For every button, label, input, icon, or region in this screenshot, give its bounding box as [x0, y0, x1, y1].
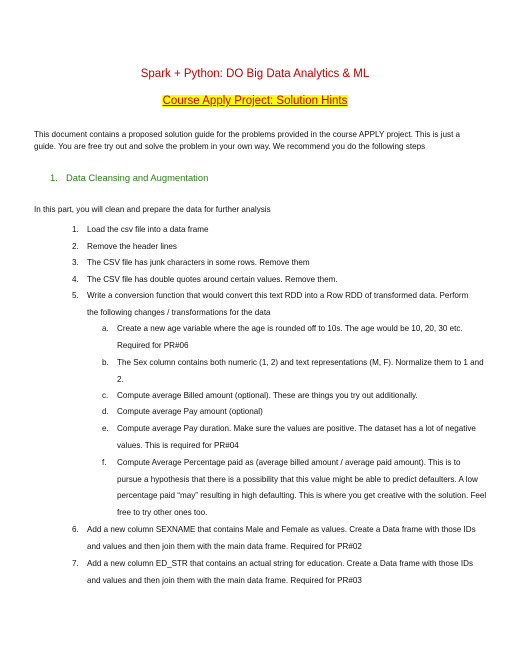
- sub-list-letter: e.: [102, 424, 109, 433]
- list-number: 7.: [72, 559, 79, 568]
- list-number: 5.: [72, 291, 79, 300]
- sub-list-text: The Sex column contains both numeric (1, 2) and text representations (M, F). Normalize them to 1 and 2.: [117, 358, 484, 384]
- list-text: Remove the header lines: [87, 241, 177, 251]
- sub-list-item: [102, 321, 487, 354]
- sub-list-text: Create a new age variable where the age is rounded off to 10s. The age would be 10, 20, 30 etc. Required for PR#06: [117, 324, 463, 350]
- section-heading: [50, 172, 208, 183]
- list-text: Load the csv file into a data frame: [87, 225, 209, 234]
- sub-list-item: [102, 404, 487, 421]
- list-item: [72, 272, 487, 289]
- list-text: Write a conversion function that would convert this text RDD into a Row RDD of transformed data. Perform the following changes / transformations for the data: [87, 291, 469, 317]
- sub-list-text: Compute Average Percentage paid as (average billed amount / average paid amount). This is to pursue a hypothesis that there is a possibility that this value might be able to predict defaulters. A low percentage paid “may” resulting in high defaulting. This is where you get creative with the solution. Feel free to try other ones too.: [117, 458, 487, 518]
- list-item: [72, 556, 482, 589]
- sub-list-text: Compute average Pay duration. Make sure the values are positive. The dataset has a lot of negative values. This is required for PR#04: [117, 424, 476, 450]
- list-text: The CSV file has double quotes around certain values. Remove them.: [87, 274, 338, 284]
- sub-list-item: [102, 388, 487, 405]
- section-number: 1.: [50, 172, 58, 183]
- subtitle-highlight: Course Apply Project: Solution Hints: [162, 95, 348, 107]
- sub-list-letter: d.: [102, 407, 109, 416]
- sub-list-item: [102, 421, 487, 454]
- sub-list-letter: c.: [102, 391, 109, 400]
- sub-list-letter: b.: [102, 358, 109, 367]
- list-number: 3.: [72, 258, 79, 267]
- list-item: [72, 255, 487, 272]
- list-number: 1.: [72, 225, 79, 234]
- list-item: [72, 222, 487, 239]
- list-number: 4.: [72, 274, 79, 284]
- list-item: [72, 288, 479, 321]
- list-number: 6.: [72, 525, 79, 534]
- sub-list-item: [102, 455, 487, 522]
- list-item: [72, 522, 482, 555]
- intro-paragraph: This document contains a proposed solution guide for the problems provided in the course APPLY project. This is just a guide. You are free try out and solve the problem in your own way. We recommend you do the following steps: [34, 130, 461, 151]
- document-subtitle: [0, 95, 510, 107]
- document-title: Spark + Python: DO Big Data Analytics & ML: [140, 68, 370, 80]
- sub-list-text: Compute average Pay amount (optional): [117, 407, 263, 416]
- list-number: 2.: [72, 241, 79, 251]
- sub-list-letter: a.: [102, 324, 109, 333]
- sub-list-text: Compute average Billed amount (optional). These are things you try out additionally.: [117, 391, 418, 400]
- sub-list-letter: f.: [102, 458, 107, 467]
- list-text: Add a new column ED_STR that contains an actual string for education. Create a Data frame with those IDs and values and then join them with the main data frame. Required for PR#03: [87, 559, 473, 585]
- list-text: The CSV file has junk characters in some rows. Remove them: [87, 258, 310, 267]
- list-text: Add a new column SEXNAME that contains Male and Female as values. Create a Data frame with those IDs and values and then join them with the main data frame. Required for PR#02: [87, 525, 476, 551]
- list-item: [72, 239, 487, 256]
- section-lead: In this part, you will clean and prepare the data for further analysis: [34, 205, 271, 214]
- sub-list-item: [102, 355, 487, 388]
- section-title: Data Cleansing and Augmentation: [66, 172, 209, 183]
